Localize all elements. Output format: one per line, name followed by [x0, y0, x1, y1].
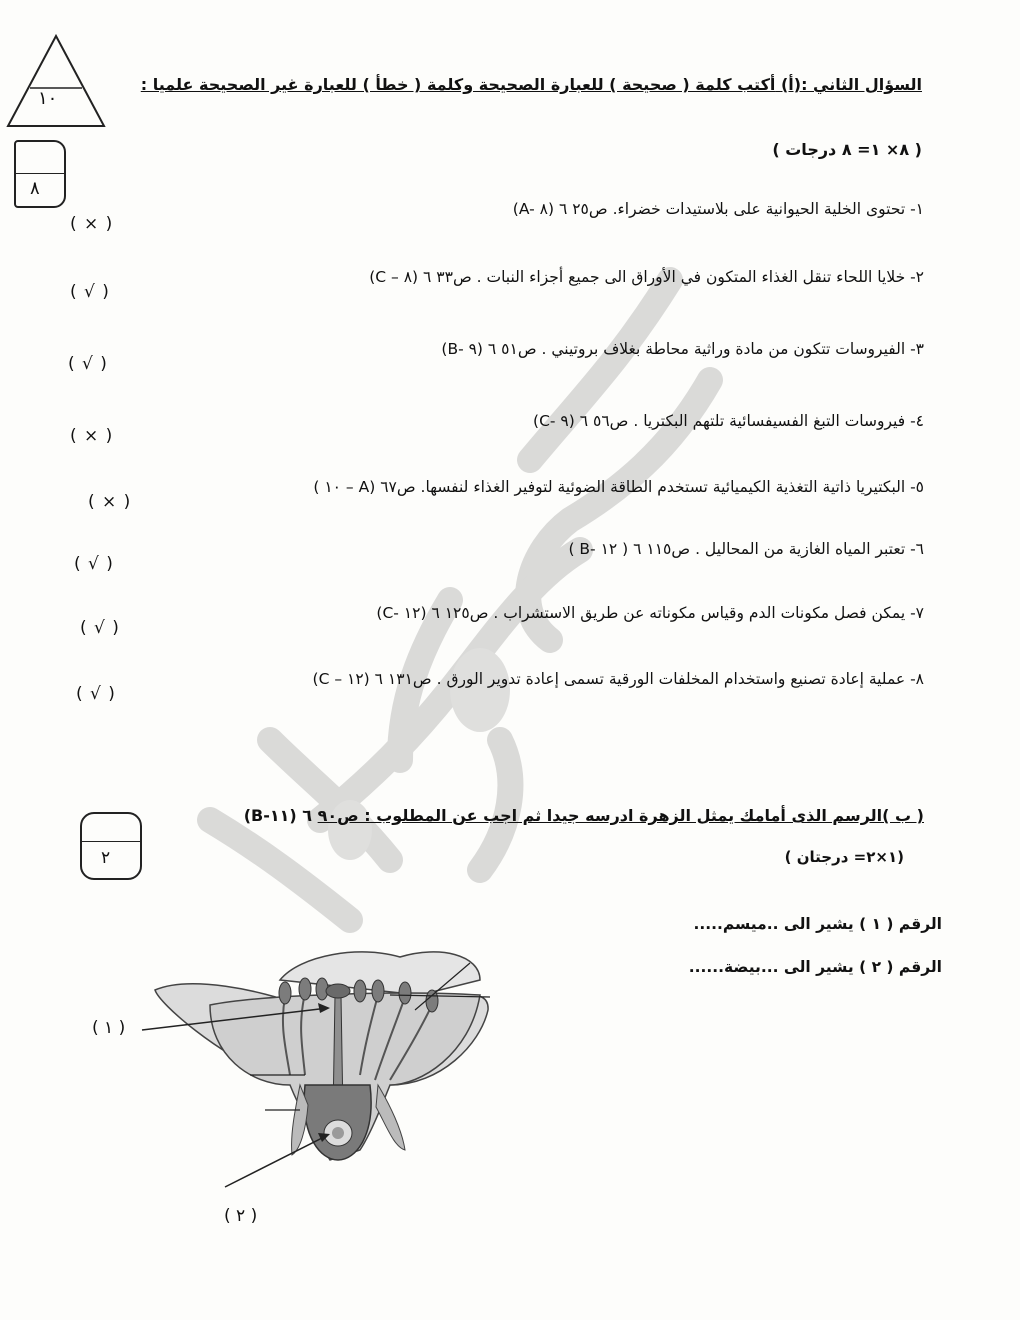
- total-score-triangle: [2, 30, 110, 130]
- item-page-ref: ص٥٦: [593, 412, 629, 430]
- item-answer: ( √ ): [74, 554, 114, 574]
- item-page-ref: ص٢٥: [572, 200, 608, 218]
- item-row: [313, 478, 924, 496]
- item-page-ref: ص١١٥: [646, 540, 691, 558]
- diagram-label-2: ( ٢ ): [224, 1206, 258, 1226]
- item-text: ١- تحتوى الخلية الحيوانية على بلاستيدات خضراء.: [612, 200, 924, 218]
- total-marks: ١٠: [38, 88, 58, 109]
- item-row: [513, 200, 924, 218]
- item-code: (C – ٨) ٦: [369, 268, 432, 286]
- item-answer: ( × ): [70, 214, 114, 234]
- item-page-ref: ص١٢٥: [444, 604, 489, 622]
- item-page-ref: ص٣٣: [436, 268, 472, 286]
- item-page-ref: ص١٣١: [387, 670, 432, 688]
- section-a-marks: ٨: [30, 178, 40, 199]
- section-a-title-text: أكتب كلمة ( صحيحة ) للعبارة الصحيحة وكلمة ( خطأ ) للعبارة غير الصحيحة علميا :: [140, 75, 776, 94]
- item-row: [369, 268, 924, 286]
- item-answer: ( √ ): [70, 282, 110, 302]
- section-b-marks: ٢: [101, 848, 111, 868]
- item-row: [441, 340, 924, 358]
- item-code: (C – ١٢) ٦: [312, 670, 383, 688]
- item-code: (B- ٩) ٦: [441, 340, 497, 358]
- flower-stigma: [326, 984, 350, 998]
- item-text: ٦- تعتبر المياه الغازية من المحاليل .: [695, 540, 924, 558]
- item-code: ( B- ١٢ ) ٦: [568, 540, 642, 558]
- item-text: ٤- فيروسات التبغ الفسيفسائية تلتهم البكتريا .: [633, 412, 924, 430]
- item-text: ٢- خلايا اللحاء تنقل الغذاء المتكون في الأوراق الى جميع أجزاء النبات .: [476, 268, 924, 286]
- item-answer: ( × ): [88, 492, 132, 512]
- item-row: [533, 412, 924, 430]
- item-text: ٥- البكتيريا ذاتية التغذية الكيميائية تستخدم الطاقة الضوئية لتوفير الغذاء لنفسها.: [420, 478, 924, 496]
- item-answer: ( √ ): [68, 354, 108, 374]
- section-a-score-box: [14, 140, 66, 208]
- flower-diagram: [60, 935, 530, 1235]
- item-code: (A- ٨) ٦: [512, 200, 568, 218]
- item-page-ref: ص٦٧: [380, 478, 416, 496]
- item-row: [313, 670, 924, 688]
- item-row: [568, 540, 924, 558]
- item-text: ٨- عملية إعادة تصنيع واستخدام المخلفات الورقية تسمى إعادة تدوير الورق .: [436, 670, 924, 688]
- section-b-code: (B-١١) ٦: [243, 806, 313, 825]
- section-b-score-box: [80, 812, 142, 880]
- section-b-title-text: ( ب )الرسم الذى أمامك يمثل الزهرة ادرسه جيدا ثم اجب عن المطلوب : ص٩٠: [317, 806, 924, 825]
- item-code: (C- ١٢) ٦: [376, 604, 440, 622]
- item-answer: ( √ ): [76, 684, 116, 704]
- section-b-grading: (١×٢= درجتان ): [784, 848, 904, 866]
- watermark-signature: [150, 220, 770, 940]
- item-text: ٧- يمكن فصل مكونات الدم وقياس مكوناته عن طريق الاستشراب .: [493, 604, 924, 622]
- item-page-ref: ص٥١: [501, 340, 537, 358]
- section-a-grading: ( ٨× ١= ٨ درجات ): [772, 140, 922, 159]
- item-code: ( ١٠ – A): [313, 478, 376, 496]
- diagram-label-1: ( ١ ): [92, 1018, 126, 1038]
- section-b-title: [244, 806, 924, 825]
- section-a-title: [141, 75, 922, 94]
- item-code: (C- ٩) ٦: [533, 412, 589, 430]
- item-answer: ( × ): [70, 426, 114, 446]
- answer-line-1: الرقم ( ١ ) يشير الى ..ميسم.....: [693, 915, 942, 933]
- item-row: [376, 604, 924, 622]
- item-text: ٣- الفيروسات تتكون من مادة وراثية محاطة بغلاف بروتيني .: [541, 340, 924, 358]
- item-answer: ( √ ): [80, 618, 120, 638]
- answer-line-2: الرقم ( ٢ ) يشير الى ...بيضة......: [688, 958, 942, 976]
- section-a-title-prefix: السؤال الثاني :(أ): [780, 75, 922, 94]
